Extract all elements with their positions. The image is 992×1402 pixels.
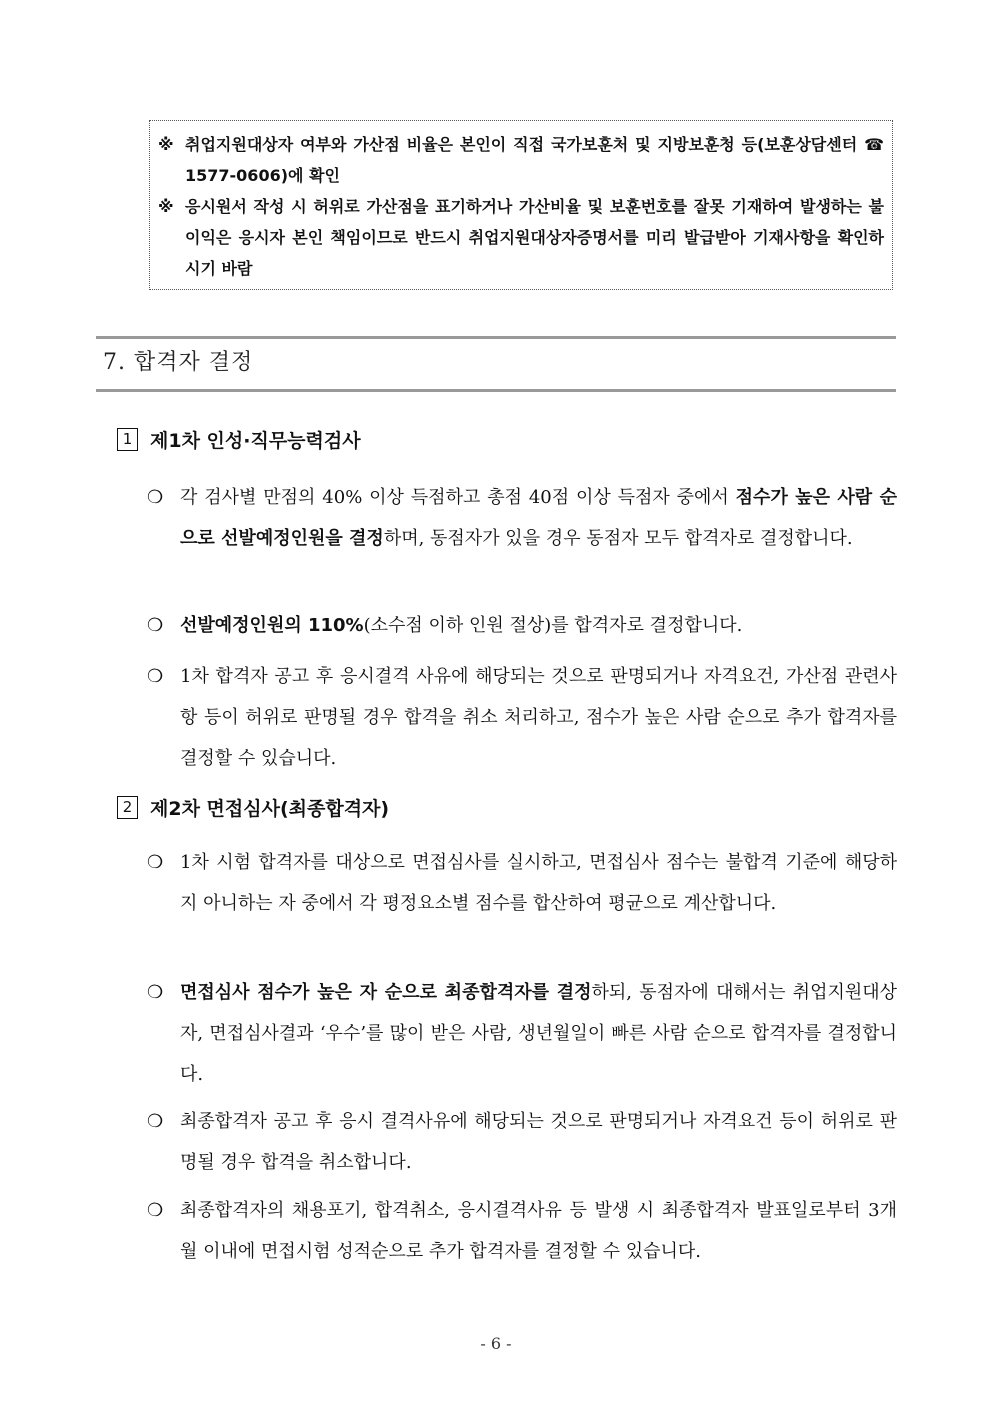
circle-bullet-icon: ❍ xyxy=(147,615,164,636)
bullet-item xyxy=(147,1190,897,1272)
bullet-text: 선발예정인원의 110%(소수점 이하 인원 절상)를 합격자로 결정합니다. xyxy=(180,615,743,636)
bullet-text: 면접심사 점수가 높은 자 순으로 최종합격자를 결정하되, 동점자에 대해서는 취업지원대상자, 면접심사결과 ‘우수’를 많이 받은 사람, 생년월일이 빠른 사람 순으로 합격자를 결정합니다. xyxy=(180,982,898,1085)
subsection-title: 제2차 면접심사(최종합격자) xyxy=(150,798,390,820)
subsection-heading xyxy=(117,426,361,453)
circle-bullet-icon: ❍ xyxy=(147,852,164,873)
circle-bullet-icon: ❍ xyxy=(147,982,164,1003)
bullet-text: 1차 합격자 공고 후 응시결격 사유에 해당되는 것으로 판명되거나 자격요건, 가산점 관련사항 등이 허위로 판명될 경우 합격을 취소 처리하고, 점수가 높은 사람 순으로 추가 합격자를 결정할 수 있습니다. xyxy=(180,666,897,769)
notice-box xyxy=(149,120,893,290)
page-number: - 6 - xyxy=(480,1334,512,1353)
bullet-item xyxy=(147,842,897,924)
section-divider-bottom xyxy=(96,389,896,392)
bullet-item xyxy=(147,1101,897,1183)
subsection-title: 제1차 인성·직무능력검사 xyxy=(150,430,361,452)
circle-bullet-icon: ❍ xyxy=(147,666,164,687)
notice-item xyxy=(158,191,884,284)
subsection-number-box: 1 xyxy=(117,428,138,451)
circle-bullet-icon: ❍ xyxy=(147,1111,164,1132)
subsection-number-box: 2 xyxy=(117,796,138,819)
reference-mark-icon: ※ xyxy=(158,197,174,216)
bullet-text: 최종합격자의 채용포기, 합격취소, 응시결격사유 등 발생 시 최종합격자 발표일로부터 3개월 이내에 면접시험 성적순으로 추가 합격자를 결정할 수 있습니다. xyxy=(180,1200,897,1262)
bullet-item xyxy=(147,656,897,779)
circle-bullet-icon: ❍ xyxy=(147,487,164,508)
bullet-text: 최종합격자 공고 후 응시 결격사유에 해당되는 것으로 판명되거나 자격요건 등이 허위로 판명될 경우 합격을 취소합니다. xyxy=(180,1111,897,1173)
bullet-text: 각 검사별 만점의 40% 이상 득점하고 총점 40점 이상 득점자 중에서 점수가 높은 사람 순으로 선발예정인원을 결정하며, 동점자가 있을 경우 동점자 모두 합격자로 결정합니다. xyxy=(180,487,897,549)
subsection-heading xyxy=(117,794,389,821)
notice-item xyxy=(158,129,884,191)
section-divider-top xyxy=(96,336,896,339)
bullet-text: 1차 시험 합격자를 대상으로 면접심사를 실시하고, 면접심사 점수는 불합격 기준에 해당하지 아니하는 자 중에서 각 평정요소별 점수를 합산하여 평균으로 계산합니다. xyxy=(180,852,897,914)
reference-mark-icon: ※ xyxy=(158,135,174,154)
bullet-item xyxy=(147,477,897,559)
notice-text: 취업지원대상자 여부와 가산점 비율은 본인이 직접 국가보훈처 및 지방보훈청 등(보훈상담센터 ☎ 1577-0606)에 확인 xyxy=(185,135,884,185)
section-title: 7. 합격자 결정 xyxy=(103,350,254,375)
bullet-item xyxy=(147,605,897,646)
bullet-item xyxy=(147,972,897,1095)
circle-bullet-icon: ❍ xyxy=(147,1200,164,1221)
notice-text: 응시원서 작성 시 허위로 가산점을 표기하거나 가산비율 및 보훈번호를 잘못 기재하여 발생하는 불이익은 응시자 본인 책임이므로 반드시 취업지원대상자증명서를 미리 발급받아 기재사항을 확인하시기 바람 xyxy=(185,197,884,278)
